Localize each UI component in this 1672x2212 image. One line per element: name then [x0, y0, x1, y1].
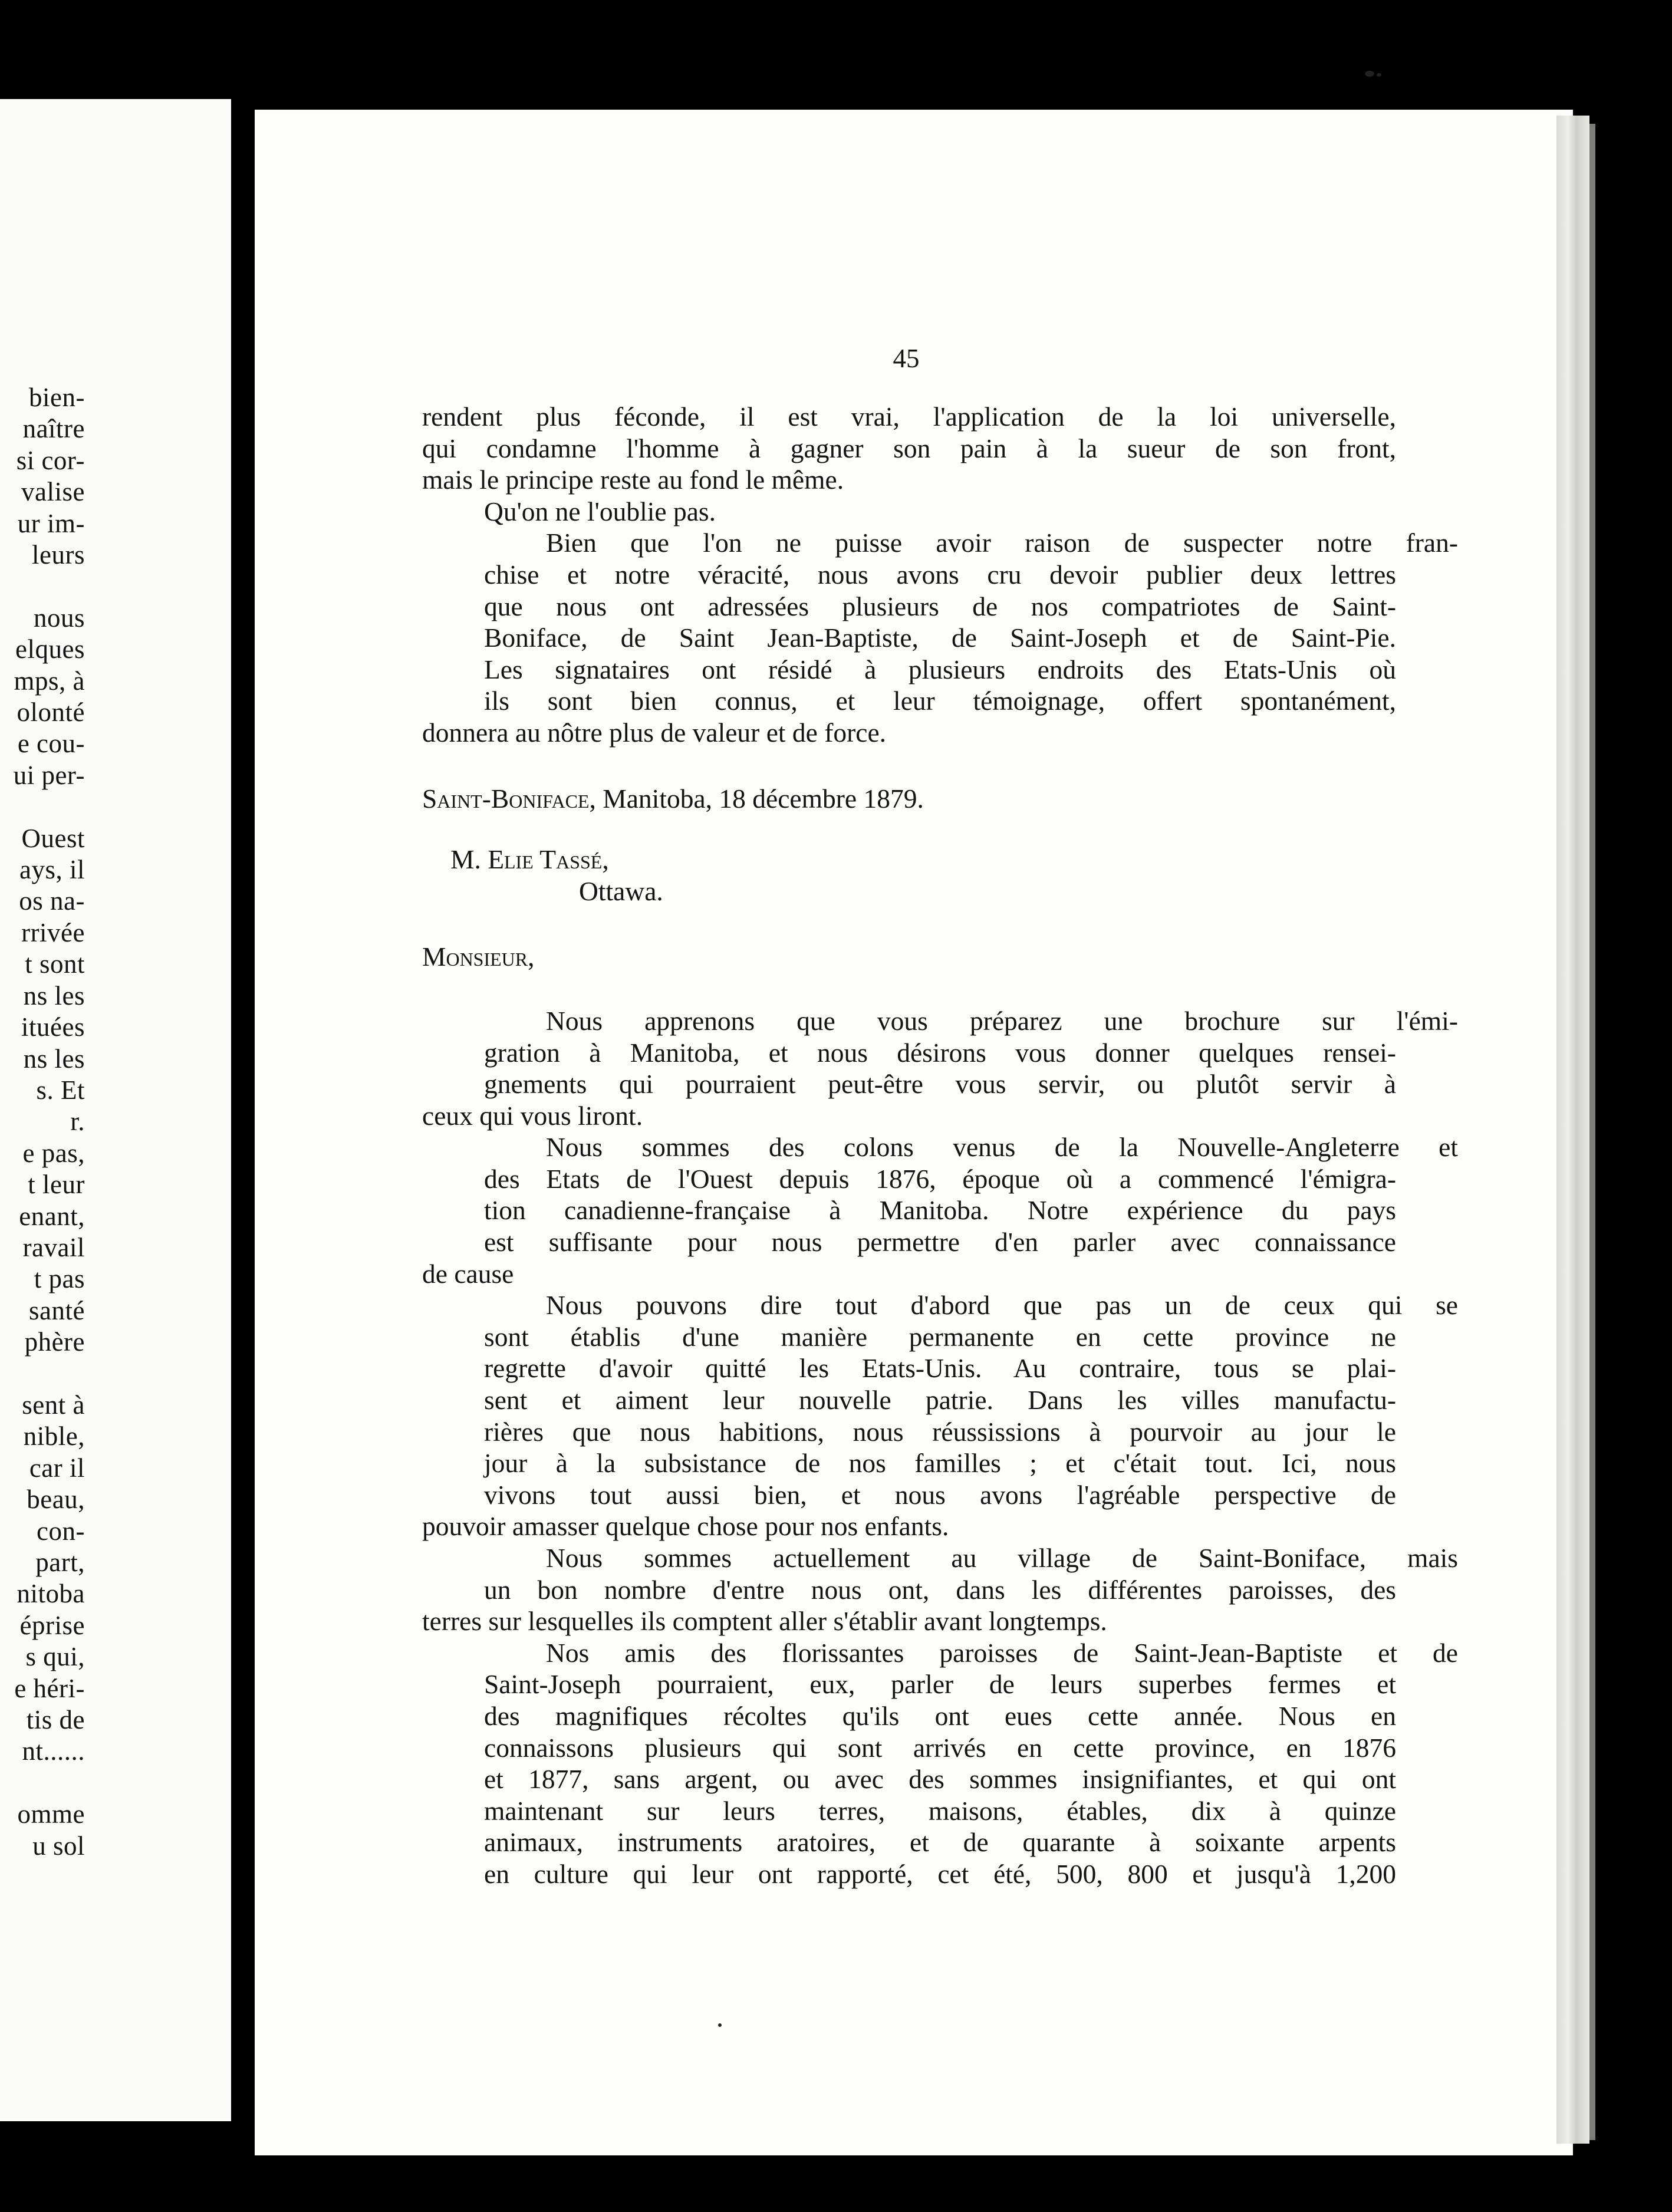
left-page-line — [0, 571, 85, 602]
left-page-line: os na- — [19, 886, 85, 916]
left-page-line: valise — [21, 477, 85, 507]
dateline-place: Saint-Boniface — [422, 783, 590, 814]
text-line: animaux, instruments aratoires, et de quarante à soixante arpents — [484, 1827, 1396, 1858]
text-line: mais le principe reste au fond le même. — [422, 465, 844, 495]
text-line: connaissons plusieurs qui sont arrivés en cette province, en 1876 — [484, 1732, 1396, 1763]
left-page-line: beau, — [27, 1484, 85, 1515]
page-edge-shadow — [1589, 124, 1595, 2140]
text-line: Boniface, de Saint Jean-Baptiste, de Saint-Joseph et de Saint-Pie. — [484, 623, 1396, 653]
left-page-line: nous — [33, 603, 85, 633]
left-page-line: rrivée — [21, 917, 85, 947]
text-line: et 1877, sans argent, ou avec des sommes insignifiantes, et qui ont — [484, 1764, 1396, 1795]
text-line: gnements qui pourraient peut-être vous servir, ou plutôt servir à — [484, 1069, 1396, 1100]
text-line: Nous pouvons dire tout d'abord que pas un de ceux qui se — [546, 1290, 1458, 1321]
left-page-line: u sol — [32, 1831, 85, 1861]
left-page-line: olonté — [17, 697, 85, 728]
text-line: gration à Manitoba, et nous désirons vous donner quelques rensei- — [484, 1037, 1396, 1068]
book-gutter — [231, 88, 252, 2152]
text-line: Saint-Joseph pourraient, eux, parler de leurs superbes fermes et — [484, 1669, 1396, 1700]
text-line: rières que nous habitions, nous réussissions à pourvoir au jour le — [484, 1416, 1396, 1447]
text-line: sont établis d'une manière permanente en cette province ne — [484, 1321, 1396, 1352]
text-line: des Etats de l'Ouest depuis 1876, époque où a commencé l'émigra- — [484, 1163, 1396, 1194]
left-page-line: mps, à — [14, 666, 85, 696]
text-line: en culture qui leur ont rapporté, cet été, 500, 800 et jusqu'à 1,200 — [484, 1858, 1396, 1889]
left-page-line: nible, — [23, 1421, 85, 1451]
left-page-line: sent à — [22, 1390, 85, 1420]
left-page-line — [0, 791, 85, 822]
text-line: regrette d'avoir quitté les Etats-Unis. Au contraire, tous se plai- — [484, 1353, 1396, 1384]
left-page-line: éprise — [19, 1610, 85, 1640]
text-line: jour à la subsistance de nos familles ; et c'était tout. Ici, nous — [484, 1448, 1396, 1479]
text-line: Nous sommes actuellement au village de Saint-Boniface, mais — [546, 1543, 1458, 1573]
left-page-fragment — [0, 99, 231, 2121]
dateline-date: , Manitoba, 18 décembre 1879. — [589, 783, 924, 814]
letter-paragraph — [422, 1005, 1458, 1131]
scan-speck — [718, 2023, 722, 2027]
addressee-name: M. Elie Tassé, — [450, 844, 609, 875]
left-page-line: ravail — [22, 1232, 85, 1262]
text-line: vivons tout aussi bien, et nous avons l'agréable perspective de — [484, 1479, 1396, 1510]
left-page-line: santé — [29, 1295, 85, 1325]
left-page-line: ur im- — [17, 508, 85, 538]
text-line: Nos amis des florissantes paroisses de Saint-Jean-Baptiste et de — [546, 1637, 1458, 1668]
page-body — [422, 401, 1458, 1890]
left-page-line: s qui, — [25, 1642, 85, 1672]
left-page-line — [0, 1767, 85, 1799]
letters-intro-paragraph — [422, 527, 1458, 748]
left-page-line: nt...... — [22, 1736, 85, 1766]
left-page-line: car il — [29, 1453, 85, 1483]
left-page-line: si cor- — [16, 445, 85, 475]
left-page-line: nitoba — [17, 1579, 85, 1609]
left-page-line: leurs — [32, 540, 85, 570]
left-page-line: e héri- — [14, 1673, 85, 1703]
left-page-line: part, — [35, 1547, 85, 1577]
scan-speck — [1365, 71, 1374, 77]
left-page-line: naître — [22, 414, 85, 444]
left-page-line: bien- — [29, 383, 85, 412]
left-page-line: r. — [70, 1107, 85, 1137]
left-page-line: ns les — [23, 1044, 85, 1074]
left-page-line: e pas, — [22, 1138, 85, 1168]
text-line: ceux qui vous liront. — [422, 1100, 643, 1131]
short-paragraph: Qu'on ne l'oublie pas. — [484, 496, 716, 526]
left-page-line — [0, 1358, 85, 1390]
left-page-line: tis de — [26, 1705, 85, 1735]
letter-paragraph — [422, 1131, 1458, 1289]
text-line: Bien que l'on ne puisse avoir raison de suspecter notre fran- — [546, 528, 1458, 558]
left-page-line: ui per- — [13, 760, 85, 790]
left-page-line: omme — [17, 1799, 85, 1829]
left-page-line: t leur — [28, 1170, 85, 1200]
left-page-line: s. Et — [36, 1075, 85, 1105]
text-line: terres sur lesquelles ils comptent aller s'établir avant longtemps. — [422, 1606, 1107, 1637]
letter-paragraph — [422, 1289, 1458, 1542]
left-page-line: Ouest — [21, 823, 85, 853]
left-page-line: t sont — [25, 949, 85, 979]
addressee-city: Ottawa. — [579, 875, 663, 906]
text-line: un bon nombre d'entre nous ont, dans les différentes paroisses, des — [484, 1574, 1396, 1605]
right-page — [255, 110, 1573, 2155]
page-number: 45 — [893, 344, 920, 373]
text-line: rendent plus féconde, il est vrai, l'application de la loi universelle, — [422, 401, 1396, 432]
text-line: chise et notre véracité, nous avons cru devoir publier deux lettres — [484, 559, 1396, 590]
letter-paragraph — [422, 1542, 1458, 1637]
left-page-line: con- — [37, 1516, 85, 1546]
intro-paragraph — [422, 401, 1396, 496]
left-page-line: enant, — [19, 1201, 85, 1231]
text-line: pouvoir amasser quelque chose pour nos enfants. — [422, 1511, 949, 1542]
left-page-line: ituées — [21, 1012, 85, 1042]
text-line: Les signataires ont résidé à plusieurs endroits des Etats-Unis où — [484, 654, 1396, 684]
letter-dateline — [422, 783, 1396, 815]
left-page-line: phère — [24, 1327, 85, 1357]
scan-speck — [1377, 73, 1381, 77]
text-line: donnera au nôtre plus de valeur et de force. — [422, 717, 887, 748]
letter-salutation: Monsieur, — [422, 942, 535, 972]
left-page-line: t pas — [34, 1264, 85, 1294]
text-line: Nous apprenons que vous préparez une brochure sur l'émi- — [546, 1005, 1458, 1036]
left-page-text — [0, 382, 85, 1862]
letter-addressee — [422, 844, 1396, 875]
letter-body — [422, 1005, 1458, 1890]
left-page-line: e cou- — [17, 729, 85, 759]
text-line: tion canadienne-française à Manitoba. Notre expérience du pays — [484, 1195, 1396, 1226]
left-page-line: ays, il — [19, 855, 85, 885]
text-line: que nous ont adressées plusieurs de nos compatriotes de Saint- — [484, 591, 1396, 621]
letter-paragraph — [422, 1637, 1458, 1890]
page-edge — [1556, 116, 1589, 2144]
text-line: maintenant sur leurs terres, maisons, étables, dix à quinze — [484, 1795, 1396, 1826]
left-page-line: elques — [15, 634, 85, 664]
left-page-line: ns les — [23, 980, 85, 1010]
text-line: sent et aiment leur nouvelle patrie. Dans les villes manufactu- — [484, 1385, 1396, 1416]
text-line: qui condamne l'homme à gagner son pain à la sueur de son front, — [422, 433, 1396, 463]
text-line: est suffisante pour nous permettre d'en parler avec connaissance — [484, 1227, 1396, 1258]
text-line: ils sont bien connus, et leur témoignage, offert spontanément, — [484, 686, 1396, 716]
text-line: de cause — [422, 1258, 514, 1289]
text-line: Nous sommes des colons venus de la Nouvelle-Angleterre et — [546, 1132, 1458, 1163]
text-line: des magnifiques récoltes qu'ils ont eues cette année. Nous en — [484, 1700, 1396, 1731]
